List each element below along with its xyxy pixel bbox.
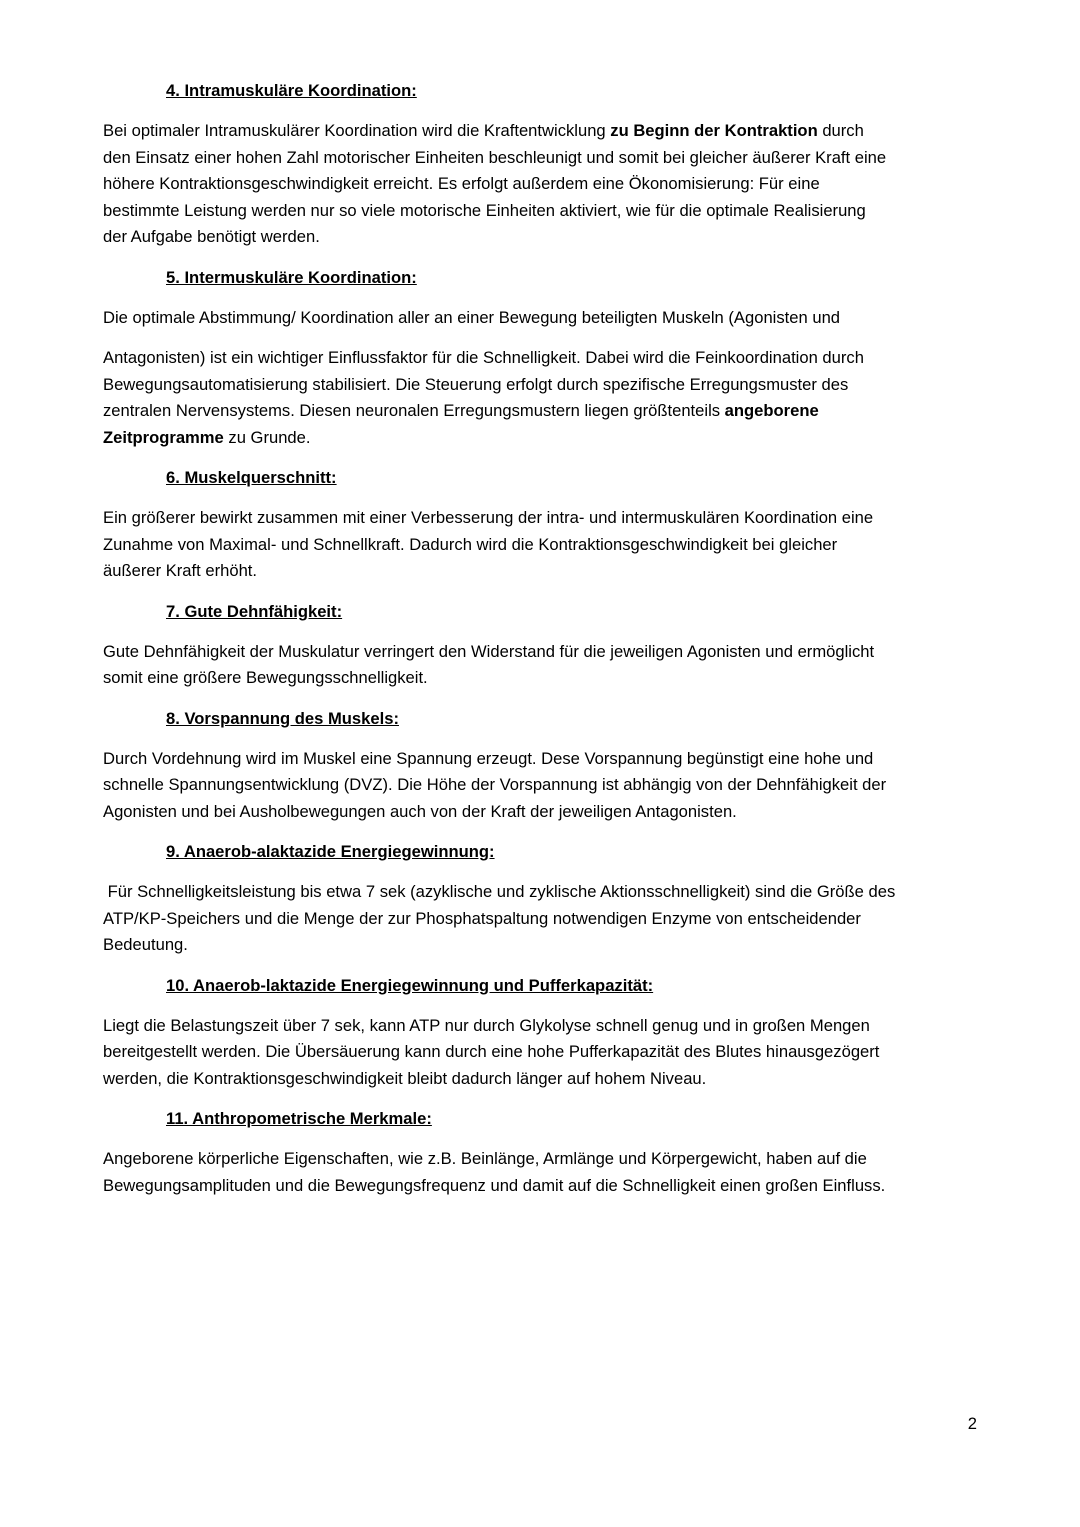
text-run: Gute Dehnfähigkeit der Muskulatur verringert den Widerstand für die jeweiligen Agonisten und ermöglicht (103, 641, 875, 661)
text-line (103, 799, 983, 826)
section-heading: 4. Intramuskuläre Koordination: (166, 81, 417, 100)
text-run: Bewegungsamplituden und die Bewegungsfrequenz und damit auf die Schnelligkeit einen großen Einfluss. (103, 1175, 886, 1195)
text-line (103, 932, 983, 959)
text-line (103, 879, 983, 906)
bold-text: Zeitprogramme (103, 427, 224, 447)
text-line (103, 425, 983, 452)
paragraph (103, 639, 983, 692)
text-run: höhere Kontraktionsgeschwindigkeit erreicht. Es erfolgt außerdem eine Ökonomisierung: Für eine (103, 174, 820, 193)
text-line (103, 305, 983, 332)
text-run: bestimmte Leistung werden nur so viele motorische Einheiten aktiviert, wie für die optimale Realisierung (103, 200, 866, 220)
section (103, 265, 983, 452)
text-line (103, 224, 983, 251)
text-line (103, 1039, 983, 1066)
paragraph (103, 345, 983, 451)
text-line (103, 171, 983, 198)
text-run: zentralen Nervensystems. Diesen neuronalen Erregungsmustern liegen größtenteils (103, 401, 725, 420)
text-run: werden, die Kontraktionsgeschwindigkeit bleibt dadurch länger auf hohem Niveau. (103, 1068, 707, 1088)
text-run: Angeborene körperliche Eigenschaften, wie z.B. Beinlänge, Armlänge und Körpergewicht, haben auf die (103, 1149, 867, 1168)
bold-text: angeborene (724, 401, 819, 420)
text-line (103, 772, 983, 799)
section-heading: 11. Anthropometrische Merkmale: (166, 1109, 432, 1128)
text-line (103, 145, 983, 172)
text-line (103, 372, 983, 399)
section-heading: 9. Anaerob-alaktazide Energiegewinnung: (166, 842, 495, 861)
text-run: Antagonisten) ist ein wichtiger Einflussfaktor für die Schnelligkeit. Dabei wird die Feinkoordination durch (103, 348, 864, 367)
text-line (103, 198, 983, 225)
text-line (103, 746, 983, 773)
text-run: durch (817, 121, 864, 140)
paragraph (103, 879, 983, 959)
paragraph (103, 1013, 983, 1093)
section-heading: 5. Intermuskuläre Koordination: (166, 267, 417, 287)
section (103, 1106, 983, 1199)
text-line (103, 1013, 983, 1040)
text-line (103, 906, 983, 933)
text-run: den Einsatz einer hohen Zahl motorischer Einheiten beschleunigt und somit bei gleicher äußerer Kraft eine (103, 147, 887, 167)
text-run: Für Schnelligkeitsleistung bis etwa 7 sek (azyklische und zyklische Aktionsschnelligkeit) sind die Größe des (103, 882, 896, 901)
section-heading: 8. Vorspannung des Muskels: (166, 708, 399, 728)
page-number: 2 (967, 1414, 977, 1433)
text-line (103, 1173, 983, 1200)
section (103, 465, 983, 585)
text-line (103, 398, 983, 425)
paragraph (103, 746, 983, 826)
text-line (103, 1146, 983, 1173)
section (103, 839, 983, 959)
text-run: Liegt die Belastungszeit über 7 sek, kann ATP nur durch Glykolyse schnell genug und in großen Mengen (103, 1015, 870, 1035)
text-line (103, 118, 983, 145)
text-line (103, 505, 983, 532)
text-run: Durch Vordehnung wird im Muskel eine Spannung erzeugt. Dese Vorspannung begünstigt eine hohe und (103, 748, 874, 768)
text-run: Zunahme von Maximal- und Schnellkraft. Dadurch wird die Kontraktionsgeschwindigkeit bei gleicher (103, 534, 838, 554)
text-run: ATP/KP-Speichers und die Menge der zur Phosphatspaltung notwendigen Enzyme von entscheidender (103, 908, 861, 928)
text-run: äußerer Kraft erhöht. (103, 561, 258, 580)
paragraph (103, 505, 983, 585)
paragraph (103, 305, 983, 332)
section-heading: 7. Gute Dehnfähigkeit: (166, 601, 343, 621)
text-run: Bei optimaler Intramuskulärer Koordination wird die Kraftentwicklung (103, 121, 611, 140)
text-run: der Aufgabe benötigt werden. (103, 227, 320, 246)
document-page (103, 78, 983, 1213)
paragraph (103, 1146, 983, 1199)
section (103, 599, 983, 692)
text-run: bereitgestellt werden. Die Übersäuerung kann durch eine hohe Pufferkapazität des Blutes hinausgezögert (103, 1042, 880, 1061)
text-run: Bedeutung. (103, 935, 188, 954)
text-run: somit eine größere Bewegungsschnelligkeit. (103, 668, 428, 687)
text-line (103, 345, 983, 372)
text-run: Agonisten und bei Ausholbewegungen auch von der Kraft der jeweiligen Antagonisten. (103, 801, 737, 821)
paragraph (103, 118, 983, 251)
text-line (103, 1066, 983, 1093)
bold-text: zu Beginn der Kontraktion (610, 121, 818, 140)
text-run: zu Grunde. (223, 427, 311, 447)
section (103, 973, 983, 1093)
text-line (103, 665, 983, 692)
text-run: Die optimale Abstimmung/ Koordination aller an einer Bewegung beteiligten Muskeln (Agonisten und (103, 307, 841, 327)
text-line (103, 558, 983, 585)
section-heading: 6. Muskelquerschnitt: (166, 468, 337, 487)
text-run: schnelle Spannungsentwicklung (DVZ). Die Höhe der Vorspannung ist abhängig von der Dehnfähigkeit der (103, 775, 887, 794)
text-run: Bewegungsautomatisierung stabilisiert. Die Steuerung erfolgt durch spezifische Erregungsmuster des (103, 374, 849, 394)
text-run: Ein größerer bewirkt zusammen mit einer Verbesserung der intra- und intermuskulären Koordination eine (103, 508, 874, 527)
text-line (103, 532, 983, 559)
section (103, 78, 983, 251)
section (103, 706, 983, 826)
section-heading: 10. Anaerob-laktazide Energiegewinnung und Pufferkapazität: (166, 975, 654, 995)
text-line (103, 639, 983, 666)
